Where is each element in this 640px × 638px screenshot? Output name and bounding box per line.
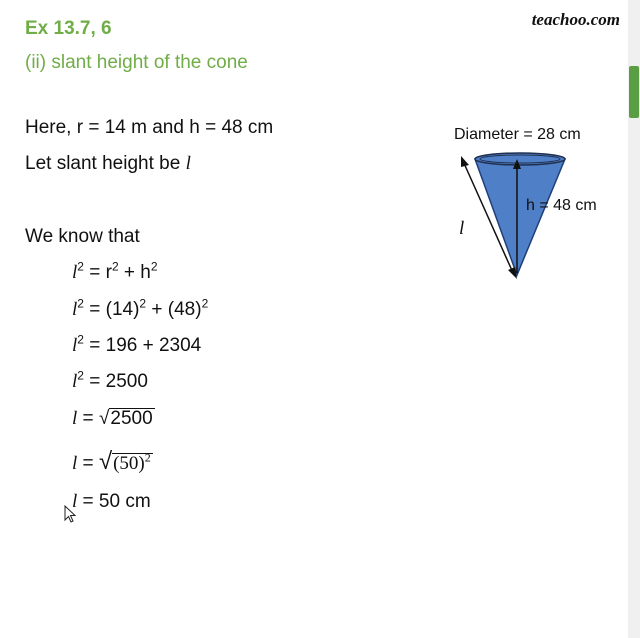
mouse-cursor-icon: [64, 505, 78, 525]
let-statement: Let slant height be l: [25, 153, 191, 174]
sqrt-sign: √: [98, 408, 110, 429]
slant-arrow-top-icon: [461, 156, 469, 167]
we-know-that: We know that: [25, 226, 140, 247]
scrollbar[interactable]: [628, 0, 640, 638]
step-1: $l^2 = r^2 + h^2$: [72, 259, 158, 283]
step-2: $l^2 = (14)^2 + (48)^2$: [72, 296, 209, 320]
radicand: 2500: [110, 408, 153, 429]
diameter-label: Diameter = 28 cm: [454, 126, 581, 143]
step-3: $l^2 = 196 + 2304$: [72, 332, 202, 356]
exercise-title: Ex 13.7, 6: [25, 18, 112, 39]
step-7: l = 50 cm: [72, 491, 151, 512]
step-4: $l^2 = 2500$: [72, 368, 148, 392]
scroll-thumb[interactable]: [629, 66, 639, 118]
radicand: $(50)^2$: [113, 450, 151, 474]
cone-diagram: [455, 145, 630, 290]
height-label: h = 48 cm: [526, 197, 597, 214]
slant-var: l: [185, 153, 191, 174]
sqrt-sign: √: [98, 448, 113, 475]
part-subtitle: (ii) slant height of the cone: [25, 52, 248, 73]
given-text: Here, r = 14 m and h = 48 cm: [25, 117, 274, 138]
teachoo-logo: teachoo.com: [531, 10, 620, 29]
slant-label: l: [459, 218, 465, 239]
step-5: l = √2500: [72, 408, 153, 429]
step-6: $l = √(50)^2$: [72, 448, 151, 475]
